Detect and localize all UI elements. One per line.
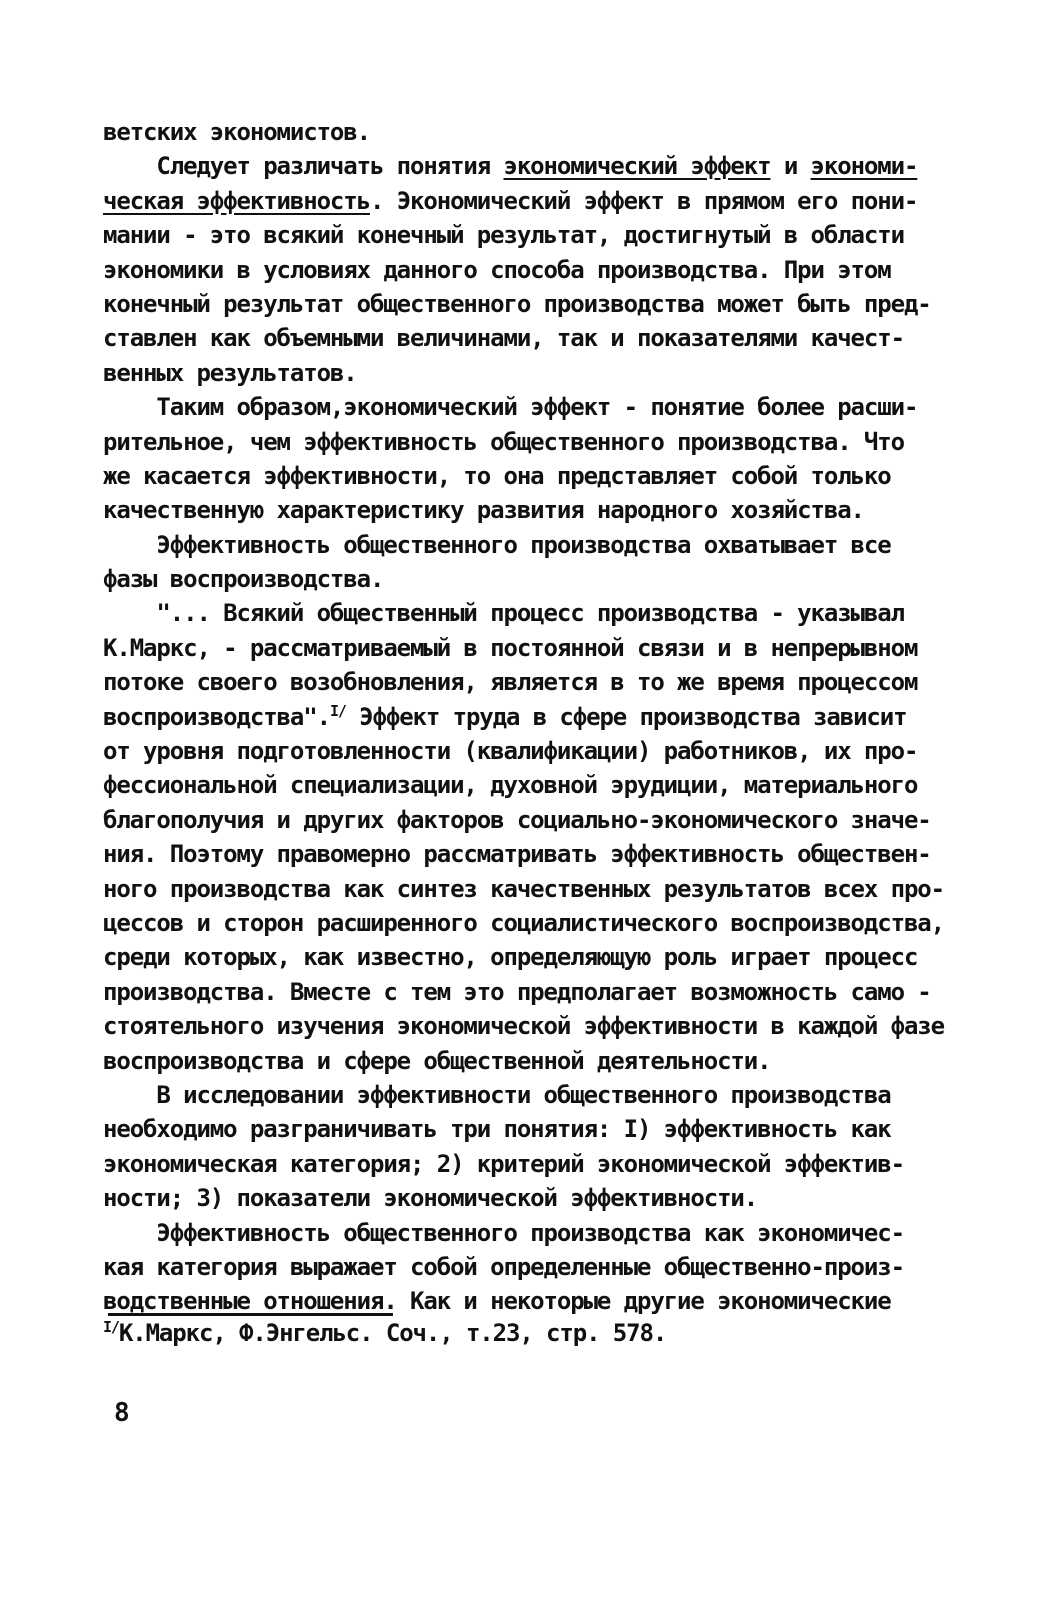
text-line: воспроизводства и сфере общественной деятельности. [103,1046,771,1075]
footnote [103,1318,666,1348]
footnote-text: К.Маркс, Ф.Энгельс. Соч., т.23, стр. 578. [118,1319,667,1347]
text-fragment: . Экономический эффект в прямом его пони- [370,186,918,215]
text-line: Таким образом,экономический эффект - понятие более расши- [103,393,918,422]
term-economic-efficiency-part1: экономи- [810,152,918,181]
text-line: Эффективность общественного производства охватывает все [103,530,891,559]
text-line: же касается эффективности, то она представляет собой только [103,461,891,490]
text-line: фазы воспроизводства. [103,565,384,594]
footnote-divider [108,1313,393,1316]
text-line: мании - это всякий конечный результат, достигнутый в области [103,221,904,250]
text-line: среди которых, как известно, определяющую роль играет процесс [103,943,918,972]
text-line [103,700,983,734]
text-line: К.Маркс, - рассматриваемый в постоянной связи и в непрерывном [103,633,918,662]
text-line: ности; 3) показатели экономической эффективности. [103,1184,758,1213]
text-fragment: Эффект труда в сфере производства зависит [345,702,907,731]
text-line: необходимо разграничивать три понятия: I) эффективность как [103,1115,891,1144]
text-fragment: Следует различать понятия [103,152,504,181]
text-line: производства. Вместе с тем это предполагает возможность само - [103,977,931,1006]
text-line: рительное, чем эффективность общественного производства. Что [103,427,904,456]
text-line: венных результатов. [103,358,357,387]
text-fragment: воспроизводства". [103,702,330,731]
text-line: стоятельного изучения экономической эффективности в каждой фазе [103,1012,945,1041]
text-line: В исследовании эффективности общественного производства [103,1080,891,1109]
text-line: ного производства как синтез качественных результатов всех про- [103,874,945,903]
text-line: экономическая категория; 2) критерий экономической эффектив- [103,1149,904,1178]
text-line: фессиональной специализации, духовной эрудиции, материального [103,771,918,800]
text-line: Эффективность общественного производства как экономичес- [103,1218,904,1247]
text-line: водственные отношения. Как и некоторые другие экономические [103,1287,891,1316]
footnote-mark: I/ [103,1318,119,1336]
text-line: ния. Поэтому правомерно рассматривать эффективность обществен- [103,840,931,869]
text-line [103,184,983,218]
term-economic-effect: экономический эффект [503,152,771,181]
footnote-reference: I/ [329,701,346,720]
text-line [103,149,983,183]
text-fragment: и [770,152,811,181]
text-line: "... Всякий общественный процесс производства - указывал [103,599,904,628]
text-line: цессов и сторон расширенного социалистического воспроизводства, [103,908,945,937]
term-economic-efficiency-part2: ческая эффективность [103,186,370,215]
text-line: ветских экономистов. [103,118,370,146]
text-line: благополучия и других факторов социально-экономического значе- [103,805,931,834]
text-line: кая категория выражает собой определенные общественно-произ- [103,1252,904,1281]
body-text [103,115,983,1319]
text-line: экономики в условиях данного способа производства. При этом [103,255,891,284]
text-line: ставлен как объемными величинами, так и показателями качест- [103,324,904,353]
page-number: 8 [114,1398,130,1428]
text-line: от уровня подготовленности (квалификации) работников, их про- [103,737,918,766]
text-line: потоке своего возобновления, является в то же время процессом [103,668,918,697]
text-line: качественную характеристику развития народного хозяйства. [103,496,864,525]
text-line: конечный результат общественного производства может быть пред- [103,289,931,318]
